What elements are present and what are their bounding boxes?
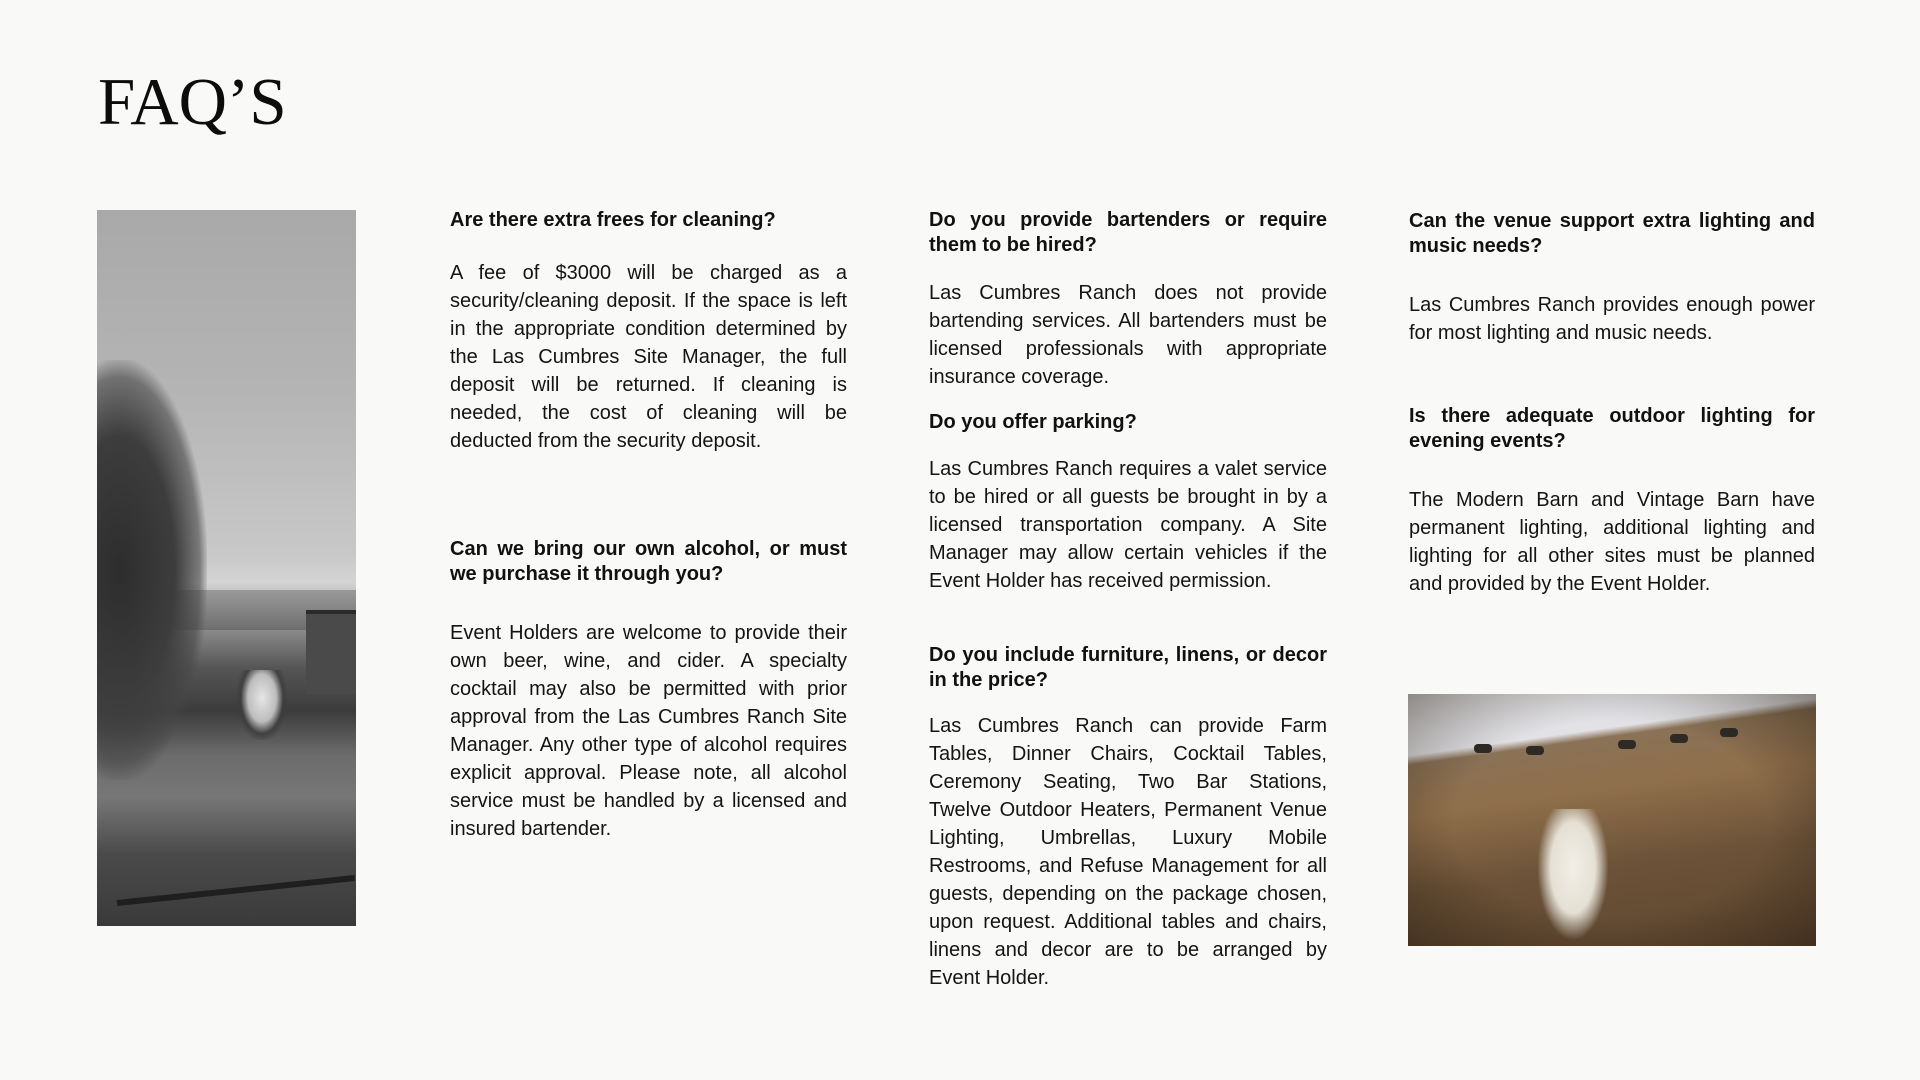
- faq-question: Can we bring our own alcohol, or must we purchase it through you?: [450, 538, 847, 585]
- faq-answer: Event Holders are welcome to provide their own beer, wine, and cider. A specialty cocktail may also be permitted with prior approval from the Las Cumbres Ranch Site Manager. Any other type of alcohol requires explicit approval. Please note, all alcohol service must be handled by a licensed and insured bartender.: [450, 622, 847, 840]
- faq-answer: Las Cumbres Ranch requires a valet service to be hired or all guests be brought in by a licensed transportation company. A Site Manager may allow certain vehicles if the Event Holder has received permission.: [929, 458, 1327, 592]
- page-title: FAQ’S: [98, 65, 287, 139]
- faq-answer: The Modern Barn and Vintage Barn have permanent lighting, additional lighting and lighting for all other sites must be planned and provided by the Event Holder.: [1409, 489, 1815, 595]
- faq-question: Do you provide bartenders or require them to be hired?: [929, 209, 1327, 256]
- fence-shape: [117, 875, 355, 906]
- faq-question: Do you include furniture, linens, or decor in the price?: [929, 644, 1327, 691]
- faq-question: Are there extra frees for cleaning?: [450, 209, 776, 231]
- wedding-couple-photo: [1408, 694, 1816, 946]
- faq-answer: Las Cumbres Ranch does not provide bartending services. All bartenders must be licensed professionals with appropriate insurance coverage.: [929, 282, 1327, 388]
- faq-question: Do you offer parking?: [929, 411, 1137, 433]
- faq-question: Can the venue support extra lighting and music needs?: [1409, 210, 1815, 257]
- faq-answer: Las Cumbres Ranch provides enough power for most lighting and music needs.: [1409, 294, 1815, 344]
- guests-shape: [237, 670, 287, 740]
- tree-shape: [97, 360, 207, 780]
- venue-guests-photo: [97, 210, 356, 926]
- vignette-overlay: [1408, 694, 1816, 946]
- faq-answer: A fee of $3000 will be charged as a security/cleaning deposit. If the space is left in the appropriate condition determined by the Las Cumbres Site Manager, the full deposit will be returned. If cleaning is needed, the cost of cleaning will be deducted from the security deposit.: [450, 262, 847, 452]
- faq-answer: Las Cumbres Ranch can provide Farm Tables, Dinner Chairs, Cocktail Tables, Ceremony Seating, Two Bar Stations, Twelve Outdoor Heaters, Permanent Venue Lighting, Umbrellas, Luxury Mobile Restrooms, and Refuse Management for all guests, depending on the package chosen, upon request. Additional tables and chairs, linens and decor are to be arranged by Event Holder.: [929, 715, 1327, 989]
- faq-question: Is there adequate outdoor lighting for evening events?: [1409, 405, 1815, 452]
- barn-shape: [306, 610, 356, 694]
